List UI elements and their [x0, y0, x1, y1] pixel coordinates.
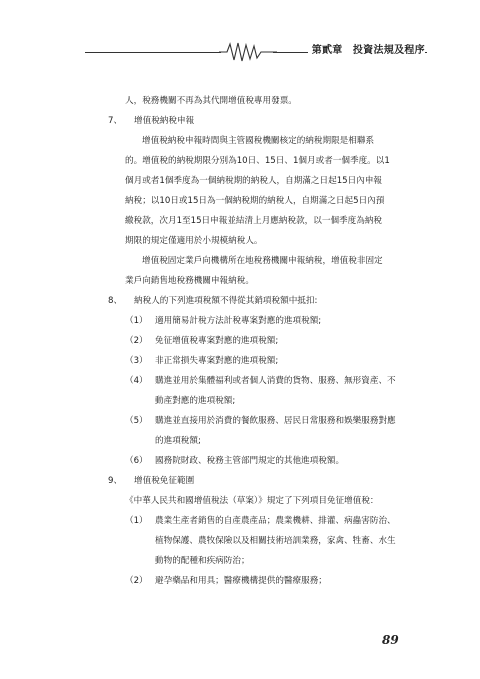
list-item-number: （6）	[125, 456, 148, 466]
paragraph-line: 納稅；以10日或15日為一個納稅期的納稅人，自期滿之日起5日內預	[125, 196, 385, 206]
paragraph-7a	[108, 131, 398, 251]
section-heading-8	[108, 291, 398, 311]
list-item-text: 國務院財政、稅務主管部門規定的其他進項稅額。	[155, 456, 345, 466]
paragraph-line: 繳稅款，次月1至15日申報並結清上月應納稅款，以一個季度為納稅	[125, 216, 383, 226]
section-number: 9、	[108, 476, 123, 486]
paragraph-line: 期限的規定僅適用於小規模納稅人。	[125, 236, 263, 246]
list-item	[125, 571, 398, 591]
section-heading-7	[108, 111, 398, 131]
header-rule-left	[85, 52, 221, 53]
list-item-text: 非正常損失專案對應的進項稅額;	[155, 356, 279, 366]
list-item	[125, 511, 398, 571]
heartbeat-wave-icon	[219, 40, 277, 64]
list-item	[125, 451, 398, 471]
list-item-text: 動物的配種和疾病防治；	[155, 556, 250, 566]
list-item-text: 植物保護、農牧保險以及相關技術培訓業務，家禽、牲畜、水生	[155, 536, 396, 546]
list-item-number: （5）	[125, 416, 148, 426]
paragraph-line: 《中華人民共和國增值稅法（草案）》規定了下列項目免征增值稅：	[125, 496, 379, 506]
paragraph-7b	[108, 251, 398, 291]
list-item-number: （1）	[125, 516, 148, 526]
list-item	[125, 351, 398, 371]
page-header	[85, 40, 427, 64]
list-item-text: 避孕藥品和用具；醫療機構提供的醫療服務；	[155, 576, 327, 586]
list-item-text: 農業生產者銷售的自產農產品；農業機耕、排灌、病蟲害防治、	[155, 516, 396, 526]
list-item-number: （4）	[125, 376, 148, 386]
paragraph-line: 的。增值稅的納稅期限分別為10日、15日、1個月或者一個季度。以1	[125, 156, 390, 166]
page-body	[108, 91, 398, 591]
list-item-text: 適用簡易計稅方法計稅專案對應的進項稅額;	[155, 316, 322, 326]
section-number: 7、	[108, 116, 123, 126]
list-8	[108, 311, 398, 471]
list-item	[125, 411, 398, 451]
list-9	[108, 491, 398, 591]
page-number: 89	[382, 633, 399, 647]
section-title: 納稅人的下列進項稅額不得從其銷項稅額中抵扣:	[134, 296, 318, 306]
section-title: 增值稅納稅申報	[134, 116, 195, 126]
paragraph-line: 個月或者1個季度為一個納稅期的納稅人，自期滿之日起15日內申報	[125, 176, 383, 186]
list-item-number: （1）	[125, 316, 148, 326]
list-item-number: （2）	[125, 336, 148, 346]
list-item-text: 的進項稅額;	[155, 436, 201, 446]
list-item-number: （3）	[125, 356, 148, 366]
list-item-text: 購進並用於集體福利或者個人消費的貨物、服務、無形資產、不	[155, 376, 396, 386]
section-number: 8、	[108, 296, 123, 306]
list-item-number: （2）	[125, 576, 148, 586]
list-item-text: 動產對應的進項稅額;	[155, 396, 236, 406]
paragraph-line: 增值稅納稅申報時間與主管國稅機關核定的納稅期限是相聯系	[142, 136, 375, 146]
list-item	[125, 331, 398, 351]
section-title: 增值稅免征範圍	[134, 476, 195, 486]
paragraph-line: 人，稅務機關不再為其代開增值稅專用發票。	[125, 96, 297, 106]
list-item	[125, 371, 398, 411]
list-item	[125, 311, 398, 331]
chapter-title: 第貳章 投資法規及程序	[308, 41, 425, 56]
paragraph-line: 業戶向銷售地稅務機關申報納稅。	[125, 276, 254, 286]
list-item-text: 購進並直接用於消費的餐飲服務、居民日常服務和娛樂服務對應	[155, 416, 396, 426]
section-heading-9	[108, 471, 398, 491]
list-item-text: 免征增值稅專案對應的進項稅額;	[155, 336, 279, 346]
paragraph-line: 增值稅固定業戶向機構所在地稅務機關申報納稅，增值稅非固定	[142, 256, 383, 266]
